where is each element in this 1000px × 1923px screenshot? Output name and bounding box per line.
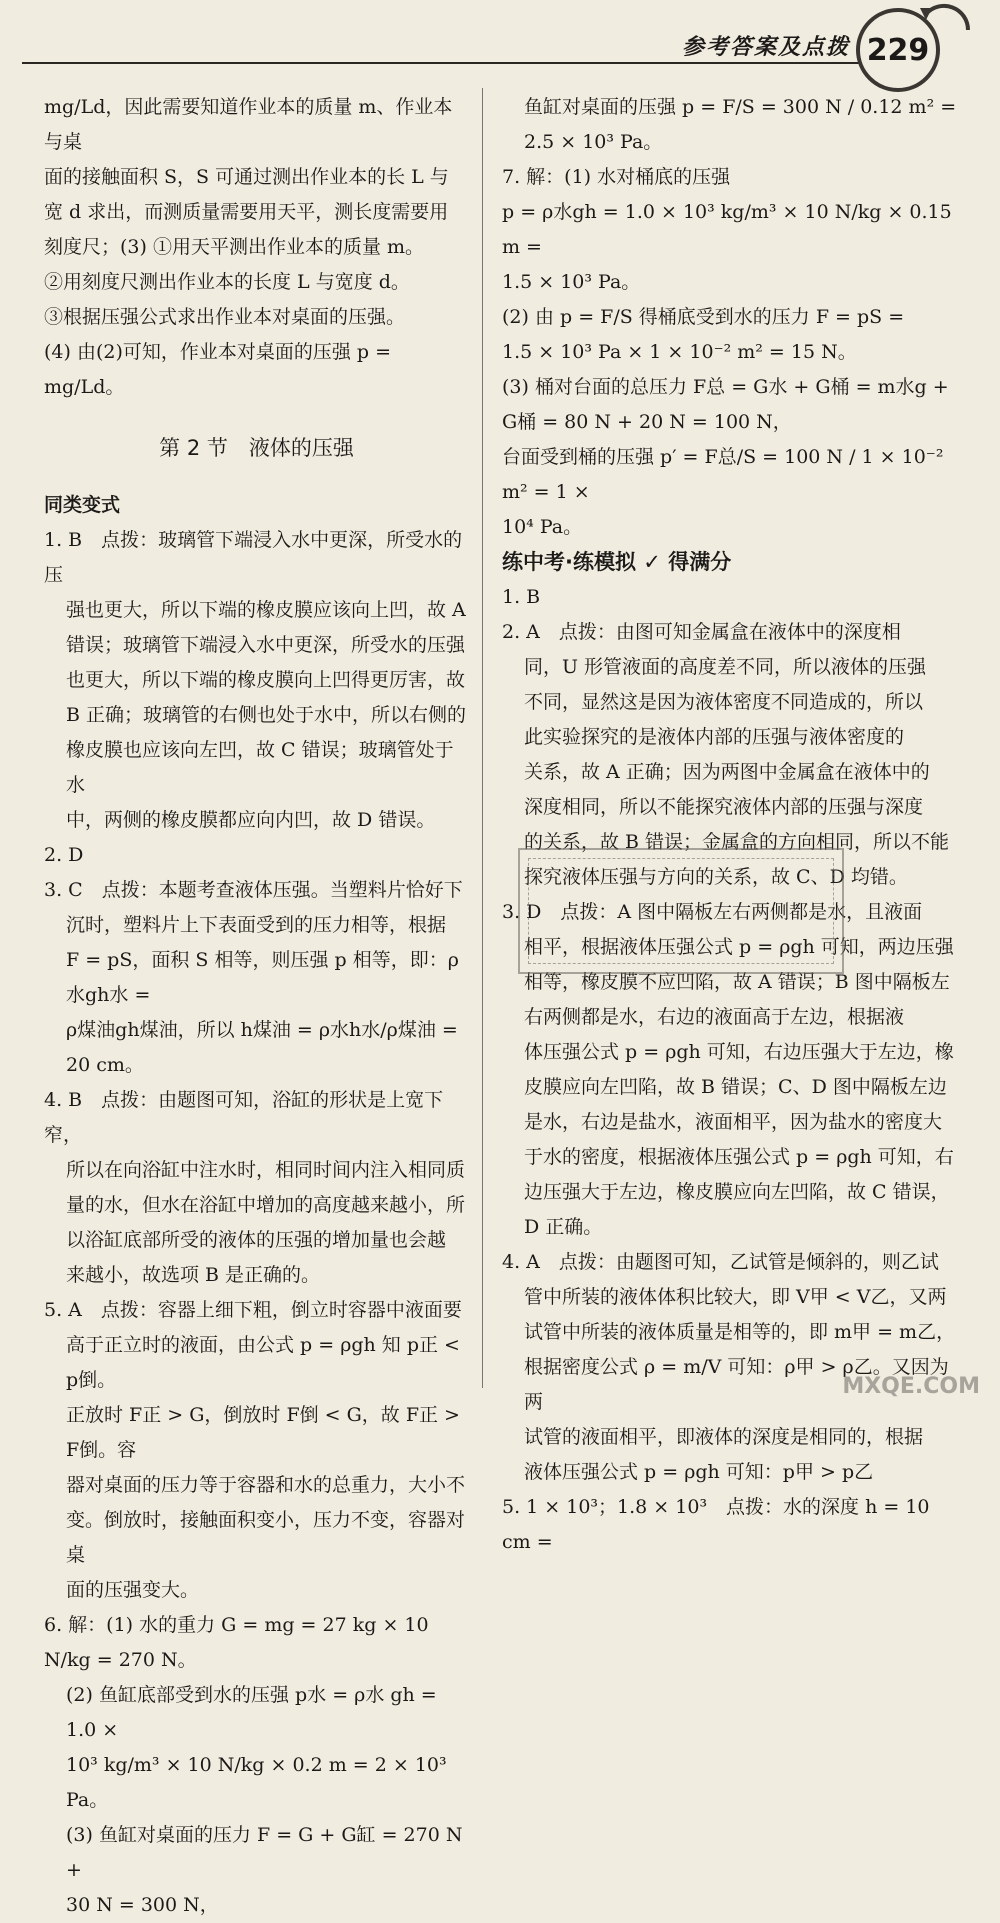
answer-line: 10³ kg/m³ × 10 N/kg × 0.2 m = 2 × 10³ Pa。 <box>66 1754 447 1811</box>
answer-line: 中，两侧的橡皮膜都应向内凹，故 D 错误。 <box>66 809 436 831</box>
answer-line: 面的接触面积 S，S 可通过测出作业本的长 L 与 <box>44 166 449 188</box>
answer-line: 沉时，塑料片上下表面受到的压力相等，根据 <box>66 914 447 936</box>
answer-line: 6. 解：(1) 水的重力 G = mg = 27 kg × 10 N/kg = 270 N。 <box>44 1614 429 1671</box>
sub-heading: 同类变式 <box>44 494 121 516</box>
answer-line: 5. 1 × 10³；1.8 × 10³ 点拨：水的深度 h = 10 cm = <box>502 1496 930 1553</box>
practice-heading: 练中考·练模拟 ✓ 得满分 <box>502 550 732 574</box>
answer-line: 液体压强公式 p = ρgh 可知：p甲 > p乙 <box>524 1461 874 1483</box>
answer-line: 7. 解：(1) 水对桶底的压强 <box>502 166 731 188</box>
answer-line: 的关系，故 B 错误；金属盒的方向相同，所以不能 <box>524 831 950 853</box>
answer-line: D 正确。 <box>524 1216 603 1238</box>
answer-line: 2. A 点拨：由图可知金属盒在液体中的深度相 <box>502 621 901 643</box>
answer-line: 4. B 点拨：由题图可知，浴缸的形状是上宽下窄， <box>44 1089 444 1146</box>
answer-line: ρ煤油gh煤油，所以 h煤油 = ρ水h水/ρ煤油 = 20 cm。 <box>66 1019 458 1076</box>
answer-line: 刻度尺；(3) ①用天平测出作业本的质量 m。 <box>44 236 425 258</box>
answer-line: mg/Ld，因此需要知道作业本的质量 m、作业本与桌 <box>44 96 453 153</box>
answer-line: 1.5 × 10³ Pa。 <box>502 271 641 293</box>
answer-line: 3. C 点拨：本题考查液体压强。当塑料片恰好下 <box>44 879 463 901</box>
answer-line: 正放时 F正 > G，倒放时 F倒 < G，故 F正 > F倒。容 <box>66 1404 460 1461</box>
answer-line: 根据密度公式 ρ = m/V 可知：ρ甲 > ρ乙。又因为两 <box>524 1356 949 1413</box>
answer-line: (3) 桶对台面的总压力 F总 = G水 + G桶 = m水g + <box>502 376 949 398</box>
answer-line: 鱼缸对桌面的压强 p = F/S = 300 N / 0.12 m² = 2.5 × 10³ Pa。 <box>524 96 957 153</box>
right-column <box>502 90 964 1560</box>
answer-line: 来越小，故选项 B 是正确的。 <box>66 1264 321 1286</box>
answer-line: 关系，故 A 正确；因为两图中金属盒在液体中的 <box>524 761 930 783</box>
answer-line: 台面受到桶的压强 p′ = F总/S = 100 N / 1 × 10⁻² m² = 1 × <box>502 446 944 503</box>
answer-line: 橡皮膜也应该向左凹，故 C 错误；玻璃管处于水 <box>66 739 454 796</box>
answer-line: ③根据压强公式求出作业本对桌面的压强。 <box>44 306 406 328</box>
answer-line: (4) 由(2)可知，作业本对桌面的压强 p = mg/Ld。 <box>44 341 392 398</box>
left-column <box>44 90 469 1923</box>
answer-line: 同，U 形管液面的高度差不同，所以液体的压强 <box>524 656 927 678</box>
answer-line: 深度相同，所以不能探究液体内部的压强与深度 <box>524 796 924 818</box>
answer-line: 5. A 点拨：容器上细下粗，倒立时容器中液面要 <box>44 1299 462 1321</box>
answer-line: 30 N = 300 N， <box>66 1894 219 1916</box>
answer-line: 错误；玻璃管下端浸入水中更深，所受水的压强 <box>66 634 466 656</box>
watermark: MXQE.COM <box>842 1374 980 1399</box>
answer-line: 1. B <box>502 586 541 608</box>
answer-line: (2) 由 p = F/S 得桶底受到水的压力 F = pS = <box>502 306 905 328</box>
answer-line: 强也更大，所以下端的橡皮膜应该向上凹，故 A <box>66 599 466 621</box>
answer-line: 变。倒放时，接触面积变小，压力不变，容器对桌 <box>66 1509 466 1566</box>
answer-line: 2. D <box>44 844 84 866</box>
answer-line: 1.5 × 10³ Pa × 1 × 10⁻² m² = 15 N。 <box>502 341 857 363</box>
answer-line: 3. D 点拨：A 图中隔板左右两侧都是水，且液面 <box>502 901 923 923</box>
section-title: 第 2 节 液体的压强 <box>159 436 354 460</box>
header-rule <box>22 62 882 64</box>
header-title: 参考答案及点拨 <box>681 35 850 60</box>
page-number: 229 <box>866 32 930 68</box>
answer-line: 体压强公式 p = ρgh 可知，右边压强大于左边，橡 <box>524 1041 954 1063</box>
answer-line: 宽 d 求出，而测质量需要用天平，测长度需要用 <box>44 201 449 223</box>
answer-line: 面的压强变大。 <box>66 1579 200 1601</box>
answer-line: 于水的密度，根据液体压强公式 p = ρgh 可知，右 <box>524 1146 954 1168</box>
answer-line: G桶 = 80 N + 20 N = 100 N， <box>502 411 792 433</box>
answer-line: ②用刻度尺测出作业本的长度 L 与宽度 d。 <box>44 271 410 293</box>
answer-line: 试管的液面相平，即液体的深度是相同的，根据 <box>524 1426 924 1448</box>
arc-arrow-icon <box>916 0 976 60</box>
answer-line: 以浴缸底部所受的液体的压强的增加量也会越 <box>66 1229 447 1251</box>
answer-line: 器对桌面的压力等于容器和水的总重力，大小不 <box>66 1474 466 1496</box>
answer-line: 4. A 点拨：由题图可知，乙试管是倾斜的，则乙试 <box>502 1251 939 1273</box>
answer-line: 皮膜应向左凹陷，故 B 错误；C、D 图中隔板左边 <box>524 1076 947 1098</box>
answer-line: 此实验探究的是液体内部的压强与液体密度的 <box>524 726 905 748</box>
answer-line: 所以在向浴缸中注水时，相同时间内注入相同质 <box>66 1159 466 1181</box>
answer-line: 也更大，所以下端的橡皮膜向上凹得更厉害，故 <box>66 669 466 691</box>
answer-line: B 正确；玻璃管的右侧也处于水中，所以右侧的 <box>66 704 467 726</box>
answer-line: 不同，显然这是因为液体密度不同造成的，所以 <box>524 691 924 713</box>
answer-line: (3) 鱼缸对桌面的压力 F = G + G缸 = 270 N + <box>66 1824 463 1881</box>
answer-line: (2) 鱼缸底部受到水的压强 p水 = ρ水 gh = 1.0 × <box>66 1684 437 1741</box>
answer-line: 相平，根据液体压强公式 p = ρgh 可知，两边压强 <box>524 936 954 958</box>
answer-line: 试管中所装的液体质量是相等的，即 m甲 = m乙， <box>524 1321 956 1343</box>
answer-line: 10⁴ Pa。 <box>502 516 583 538</box>
answer-line: F = pS，面积 S 相等，则压强 p 相等，即：ρ水gh水 = <box>66 949 459 1006</box>
column-divider <box>482 88 483 1388</box>
answer-line: 是水，右边是盐水，液面相平，因为盐水的密度大 <box>524 1111 943 1133</box>
answer-line: 右两侧都是水，右边的液面高于左边，根据液 <box>524 1006 905 1028</box>
answer-line: 量的水，但水在浴缸中增加的高度越来越小，所 <box>66 1194 466 1216</box>
answer-line: 边压强大于左边，橡皮膜应向左凹陷，故 C 错误， <box>524 1181 950 1203</box>
stamp-overlay <box>518 848 844 974</box>
answer-line: 1. B 点拨：玻璃管下端浸入水中更深，所受水的压 <box>44 529 463 586</box>
answer-line: 高于正立时的液面，由公式 p = ρgh 知 p正 < p倒。 <box>66 1334 460 1391</box>
answer-line: 相等，橡皮膜不应凹陷，故 A 错误；B 图中隔板左 <box>524 971 950 993</box>
answer-line: p = ρ水gh = 1.0 × 10³ kg/m³ × 10 N/kg × 0.15 m = <box>502 201 952 258</box>
answer-line: 探究液体压强与方向的关系，故 C、D 均错。 <box>524 866 908 888</box>
answer-line: 管中所装的液体体积比较大，即 V甲 < V乙，又两 <box>524 1286 947 1308</box>
